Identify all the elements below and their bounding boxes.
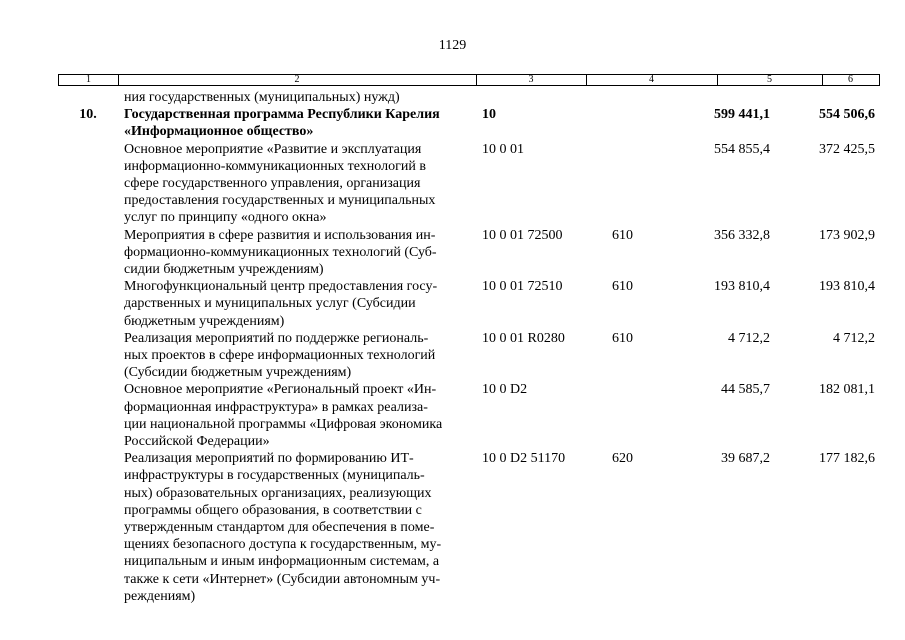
- table-row: [0, 141, 905, 227]
- table-row: [0, 278, 905, 330]
- table-row: [0, 450, 905, 605]
- row-type: 620: [612, 451, 633, 467]
- header-col-1: 1: [59, 75, 119, 85]
- page-number: 1129: [438, 38, 467, 53]
- row-code: 10: [482, 107, 496, 123]
- row-sum-1: 554 855,4: [714, 141, 770, 157]
- row-sum-2: 4 712,2: [833, 330, 875, 346]
- row-name: Реализация мероприятий по поддержке региональ- ных проектов в сфере информационных технологий (Субсидии бюджетным учреждениям): [124, 330, 436, 381]
- row-code: 10 0 D2: [482, 382, 528, 398]
- row-sum-1: 39 687,2: [721, 451, 770, 467]
- row-code: 10 0 01 R0280: [482, 330, 565, 346]
- header-col-2: 2: [118, 75, 477, 85]
- row-name: Мероприятия в сфере развития и использования ин- формационно-коммуникационных технологий (Суб- сидии бюджетным учреждениям): [124, 227, 437, 278]
- header-col-3: 3: [476, 75, 587, 85]
- row-sum-2: 554 506,6: [819, 107, 875, 123]
- row-sum-1: 193 810,4: [714, 279, 770, 295]
- row-code: 10 0 01: [482, 141, 524, 157]
- row-sum-2: 182 081,1: [819, 382, 875, 398]
- row-sum-1: 599 441,1: [714, 107, 770, 123]
- row-sum-2: 372 425,5: [819, 141, 875, 157]
- row-sum-1: 356 332,8: [714, 227, 770, 243]
- row-name: Реализация мероприятий по формированию ИТ- инфраструктуры в государственных (муниципаль- ных) образовательных организациях, реализующих программы общего образования, в соответствии с утвержденным стандартом для обеспечения в поме- щениях безопасного доступа к государственным, му- ниципальным и иным информационным системам, а также к сети «Интернет» (Субсидии автономным уч- реждениям): [124, 451, 442, 604]
- table-row: [0, 330, 905, 382]
- row-type: 610: [612, 227, 633, 243]
- table-row: [0, 106, 905, 140]
- table-body: [0, 89, 905, 605]
- table-header-row: [58, 74, 880, 86]
- header-col-4: 4: [586, 75, 718, 85]
- table-row: [0, 227, 905, 279]
- row-code: 10 0 01 72500: [482, 227, 563, 243]
- row-name: Основное мероприятие «Региональный проект «Ин- формационная инфраструктура» в рамках реализа- ции национальной программы «Цифровая экономика Российской Федерации»: [124, 382, 443, 450]
- row-sum-2: 193 810,4: [819, 279, 875, 295]
- row-number: 10.: [79, 107, 97, 123]
- row-type: 610: [612, 330, 633, 346]
- header-col-6: 6: [848, 74, 853, 85]
- table-row: [0, 381, 905, 450]
- row-code: 10 0 01 72510: [482, 279, 563, 295]
- row-sum-2: 173 902,9: [819, 227, 875, 243]
- row-name: Государственная программа Республики Карелия «Информационное общество»: [124, 107, 440, 140]
- row-sum-2: 177 182,6: [819, 451, 875, 467]
- row-name: Основное мероприятие «Развитие и эксплуатация информационно-коммуникационных технологий в сфере государственного управления, организация предоставления государственных и муниципальных услуг по принципу «одного окна»: [124, 141, 436, 226]
- header-col-5: 5: [717, 75, 823, 85]
- row-type: 610: [612, 279, 633, 295]
- row-code: 10 0 D2 51170: [482, 451, 566, 467]
- row-name: Многофункциональный центр предоставления госу- дарственных и муниципальных услуг (Субсидии бюджетным учреждениям): [124, 279, 438, 329]
- table-row: [0, 89, 905, 106]
- row-sum-1: 44 585,7: [721, 382, 770, 398]
- row-sum-1: 4 712,2: [728, 330, 770, 346]
- row-name: ния государственных (муниципальных) нужд): [124, 90, 400, 105]
